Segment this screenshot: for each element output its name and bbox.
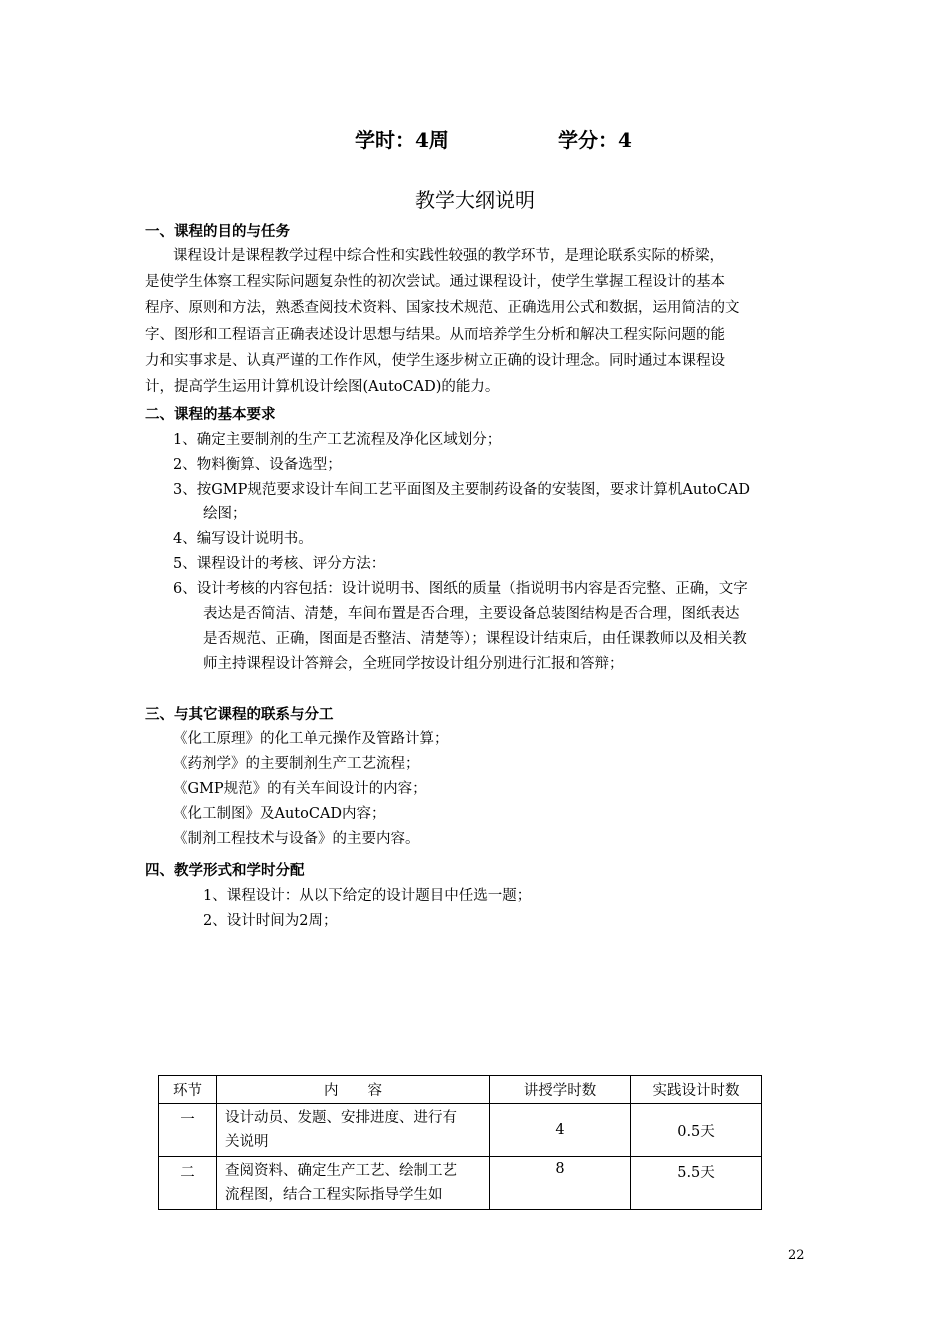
schedule-table	[158, 1075, 762, 1210]
table-cell-content	[217, 1157, 490, 1210]
table-header-cell: 环节	[159, 1076, 217, 1104]
related-course-item: 《药剂学》的主要制剂生产工艺流程；	[173, 756, 420, 772]
requirement-item: 2、物料衡算、设备选型；	[173, 457, 342, 473]
content-line: 查阅资料、确定生产工艺、绘制工艺	[225, 1163, 457, 1179]
section1-line: 课程设计是课程教学过程中综合性和实践性较强的教学环节，是理论联系实际的桥梁，	[173, 248, 724, 264]
requirement-item-continued: 是否规范、正确，图面是否整洁、清楚等）；课程设计结束后，由任课教师以及相关教	[203, 631, 747, 647]
section1-line: 是使学生体察工程实际问题复杂性的初次尝试。通过课程设计，使学生掌握工程设计的基本	[145, 274, 725, 291]
table-header-cell: 讲授学时数	[490, 1076, 631, 1104]
section4-heading: 四、教学形式和学时分配	[145, 863, 305, 879]
credits: 学分：4	[558, 128, 632, 152]
section3-heading: 三、与其它课程的联系与分工	[145, 707, 334, 723]
page-number: 22	[788, 1248, 805, 1263]
requirement-item: 6、设计考核的内容包括：设计说明书、图纸的质量（指说明书内容是否完整、正确，文字	[173, 581, 748, 597]
study-hours: 学时：4周	[355, 128, 449, 152]
table-cell-stage: 一	[159, 1104, 217, 1157]
teaching-form-item: 1、课程设计：从以下给定的设计题目中任选一题；	[203, 888, 532, 904]
requirement-item-continued: 师主持课程设计答辩会，全班同学按设计组分别进行汇报和答辩；	[203, 656, 624, 672]
requirement-item-continued: 绘图；	[203, 506, 247, 522]
related-course-item: 《化工制图》及AutoCAD内容；	[173, 806, 386, 822]
section1-line: 程序、原则和方法，熟悉查阅技术资料、国家技术规范、正确选用公式和数据，运用简洁的文	[145, 300, 740, 317]
content-line: 流程图，结合工程实际指导学生如	[225, 1187, 443, 1203]
requirement-item: 5、课程设计的考核、评分方法：	[173, 556, 386, 572]
requirement-item-continued: 表达是否简洁、清楚，车间布置是否合理，主要设备总装图结构是否合理，图纸表达	[203, 606, 740, 622]
content-line: 关说明	[225, 1134, 269, 1150]
table-header-cell: 内 容	[217, 1076, 490, 1104]
section1-line: 字、图形和工程语言正确表述设计思想与结果。从而培养学生分析和解决工程实际问题的能	[145, 326, 725, 343]
table-cell-content	[217, 1104, 490, 1157]
section1-paragraph	[145, 243, 815, 400]
table-cell-lecture: 4	[490, 1104, 631, 1157]
requirement-item: 4、编写设计说明书。	[173, 531, 313, 547]
content-line: 设计动员、发题、安排进度、进行有	[225, 1110, 457, 1126]
section1-heading: 一、课程的目的与任务	[145, 224, 290, 240]
table-row	[159, 1157, 762, 1210]
related-course-item: 《化工原理》的化工单元操作及管路计算；	[173, 731, 449, 747]
table-row	[159, 1104, 762, 1157]
table-header-row	[159, 1076, 762, 1104]
section1-line: 计，提高学生运用计算机设计绘图(AutoCAD)的能力。	[145, 379, 500, 396]
table-cell-lecture: 8	[490, 1157, 631, 1210]
table-cell-practice: 5.5天	[631, 1157, 762, 1210]
related-course-item: 《GMP规范》的有关车间设计的内容；	[173, 781, 427, 797]
related-course-item: 《制剂工程技术与设备》的主要内容。	[173, 831, 420, 847]
table-cell-practice: 0.5天	[631, 1104, 762, 1157]
section2-heading: 二、课程的基本要求	[145, 407, 276, 423]
table-header-cell: 实践设计时数	[631, 1076, 762, 1104]
section1-line: 力和实事求是、认真严谨的工作作风，使学生逐步树立正确的设计理念。同时通过本课程设	[145, 352, 725, 369]
requirement-item: 3、按GMP规范要求设计车间工艺平面图及主要制药设备的安装图，要求计算机AutoCAD	[173, 482, 750, 498]
requirement-item: 1、确定主要制剂的生产工艺流程及净化区域划分；	[173, 432, 502, 448]
page-title: 教学大纲说明	[415, 188, 535, 212]
table-cell-stage: 二	[159, 1157, 217, 1210]
teaching-form-item: 2、设计时间为2周；	[203, 913, 338, 929]
